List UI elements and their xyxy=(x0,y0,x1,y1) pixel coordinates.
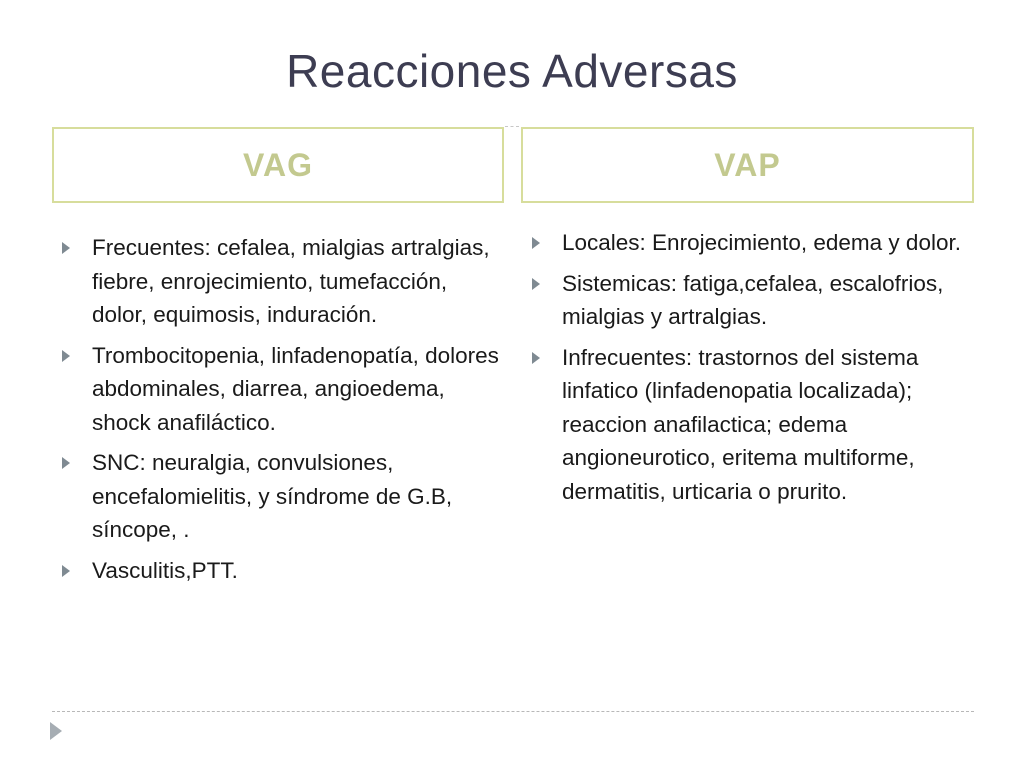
vag-bullet-text: Trombocitopenia, linfadenopatía, dolores abdominales, diarrea, angioedema, shock anafiláctico. xyxy=(92,342,499,435)
vag-bullet-list xyxy=(60,231,500,594)
vap-bullet-list xyxy=(530,226,970,515)
footer-divider xyxy=(52,711,974,712)
triangle-bullet-icon xyxy=(62,242,70,254)
vag-bullet-text: SNC: neuralgia, convulsiones, encefalomielitis, y síndrome de G.B, síncope, . xyxy=(92,450,453,542)
column-header-vap-label: VAP xyxy=(714,146,781,183)
triangle-bullet-icon xyxy=(532,352,540,364)
vap-bullet-text: Locales: Enrojecimiento, edema y dolor. xyxy=(562,230,961,255)
triangle-bullet-icon xyxy=(62,565,70,577)
column-header-vag-label: VAG xyxy=(243,146,313,183)
vag-bullet-item xyxy=(60,554,500,588)
column-header-vag xyxy=(52,127,504,203)
triangle-bullet-icon xyxy=(532,237,540,249)
vag-bullet-item xyxy=(60,339,500,440)
triangle-bullet-icon xyxy=(62,350,70,362)
column-header-vap xyxy=(521,127,974,203)
slide-title: Reacciones Adversas xyxy=(286,45,738,97)
header-divider xyxy=(505,126,519,127)
triangle-footer-icon xyxy=(50,722,62,740)
triangle-bullet-icon xyxy=(62,457,70,469)
vap-bullet-text: Infrecuentes: trastornos del sistema linfatico (linfadenopatia localizada); reaccion anafilactica; edema angioneurotico, eritema multiforme, dermatitis, urticaria o prurito. xyxy=(562,344,919,504)
vap-bullet-text: Sistemicas: fatiga,cefalea, escalofrios, mialgias y artralgias. xyxy=(562,270,944,329)
vap-bullet-item xyxy=(530,341,970,509)
triangle-bullet-icon xyxy=(532,278,540,290)
vag-bullet-text: Vasculitis,PTT. xyxy=(92,557,238,583)
vap-bullet-item xyxy=(530,267,970,334)
vag-bullet-item xyxy=(60,231,500,332)
vag-bullet-item xyxy=(60,446,500,547)
vag-bullet-text: Frecuentes: cefalea, mialgias artralgias, fiebre, enrojecimiento, tumefacción, dolor, equimosis, induración. xyxy=(92,235,490,327)
vap-bullet-item xyxy=(530,226,970,260)
